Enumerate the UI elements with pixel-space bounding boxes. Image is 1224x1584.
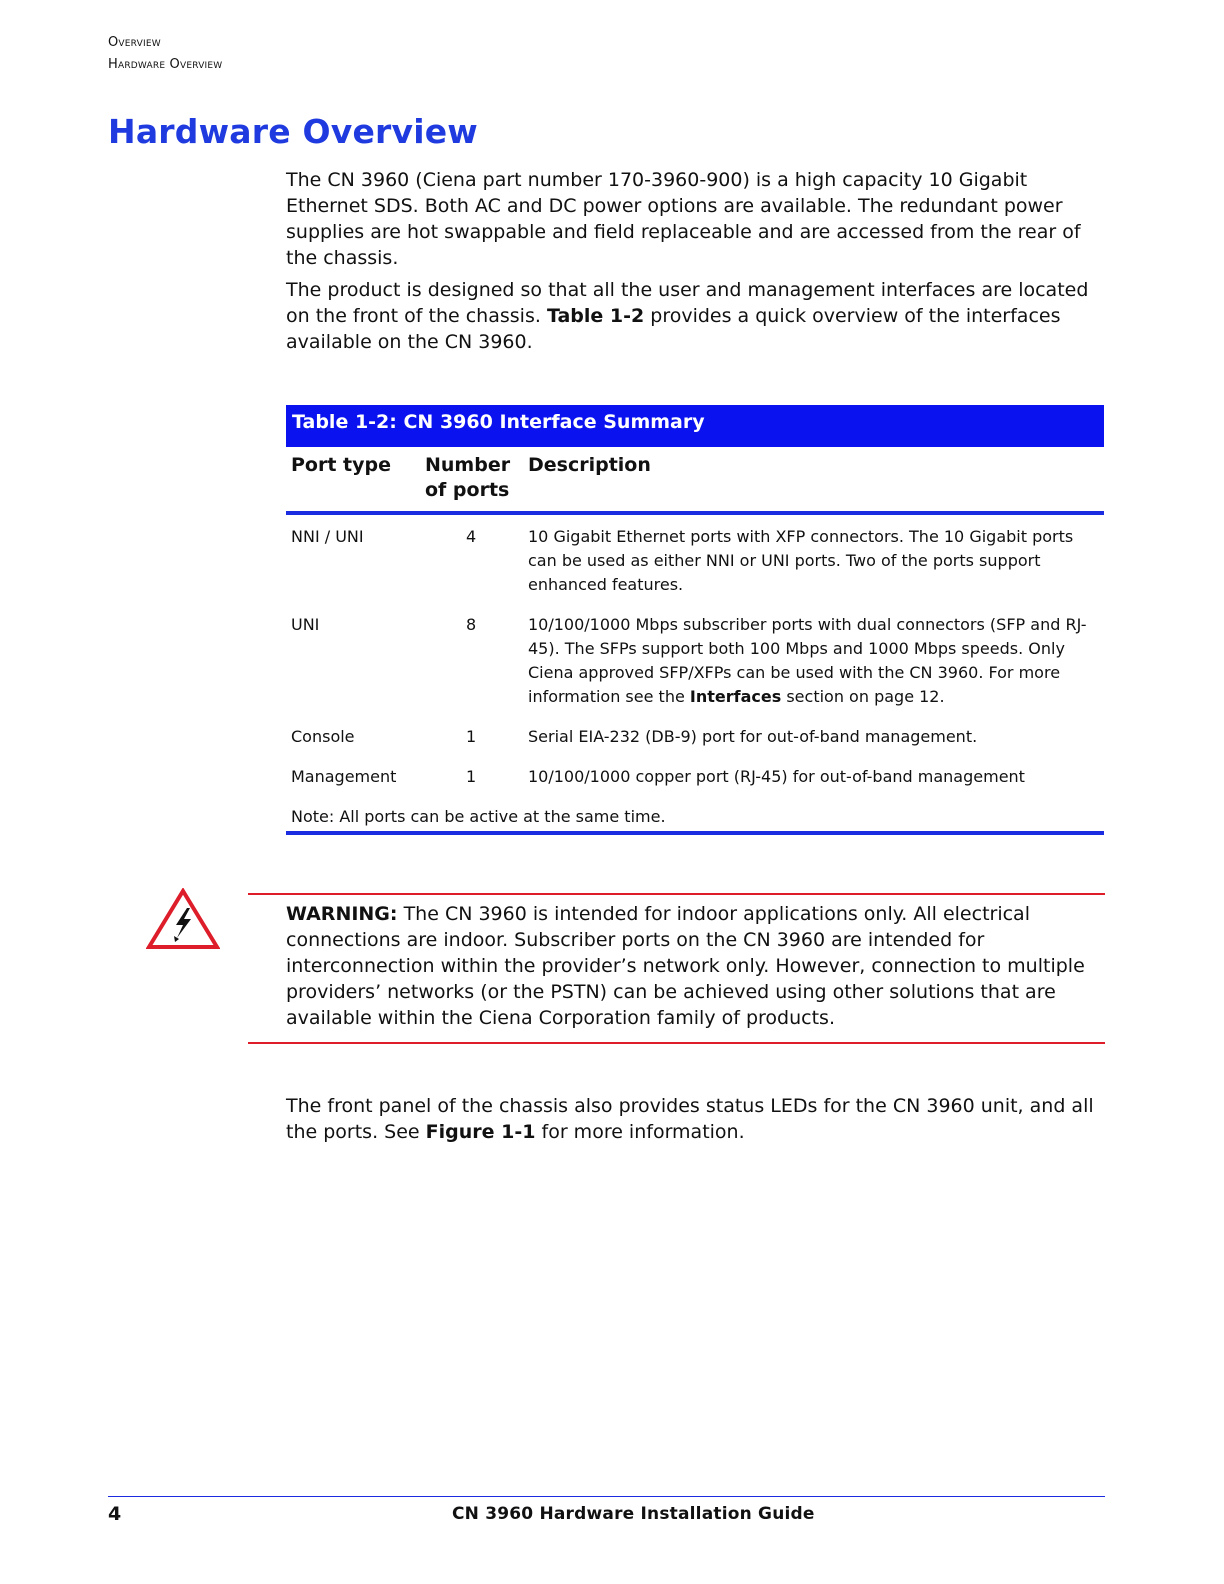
cell-number: 1 [466,727,477,746]
header-number-line1: Number [425,454,511,476]
table-row [286,765,1104,805]
interfaces-section-link[interactable]: Interfaces [689,687,782,706]
table-note: Note: All ports can be active at the same time. [291,807,666,826]
cell-port-type: UNI [291,615,320,634]
cell-description: 10/100/1000 copper port (RJ-45) for out-of-band management [528,767,1025,786]
warning-bottom-rule [248,1042,1105,1044]
cell-port-type: Management [291,767,397,786]
cell-number: 4 [466,527,477,546]
header-number-line2: of ports [425,479,510,501]
cell-number: 1 [466,767,477,786]
warning-text: The CN 3960 is intended for indoor applications only. All electrical connections are indoor. Subscriber ports on the CN 3960 are intended for interconnection within the provider’s network only. However, connection to multiple providers’ networks (or the PSTN) can be achieved using other solutions that are available within the Ciena Corporation family of products. [286,903,1085,1029]
cell-description-text-end: section on page 12. [786,687,945,706]
front-panel-text: The front panel of the chassis also provides status LEDs for the CN 3960 unit, and all the ports. See [286,1095,1094,1143]
header-description: Description [528,454,651,476]
cell-description: 10 Gigabit Ethernet ports with XFP connectors. The 10 Gigabit ports can be used as either NNI or UNI ports. Two of the ports support enhanced features. [528,527,1074,594]
cell-number: 8 [466,615,477,634]
page-number: 4 [108,1503,122,1525]
warning-message [286,901,1106,1031]
table-reference-link[interactable]: Table 1-2 [546,305,645,327]
header-number-of-ports [425,453,510,503]
table-bottom-rule [286,831,1104,835]
front-panel-paragraph [286,1093,1110,1145]
table-row [286,525,1104,613]
front-panel-text-end: for more information. [541,1121,745,1143]
cell-port-type: NNI / UNI [291,527,364,546]
footer-rule [108,1496,1105,1497]
footer-guide-title: CN 3960 Hardware Installation Guide [452,1504,815,1524]
interfaces-paragraph [286,277,1110,355]
warning-top-rule [248,893,1105,895]
header-subsection: Hardware Overview [108,57,223,72]
interfaces-paragraph-text: The product is designed so that all the user and management interfaces are located on the front of the chassis. [286,279,1089,327]
electrical-hazard-icon [146,888,220,954]
figure-reference-link[interactable]: Figure 1-1 [425,1121,536,1143]
page-title: Hardware Overview [108,112,478,151]
table-caption: Table 1-2: CN 3960 Interface Summary [286,405,1104,447]
warning-label: WARNING: [286,903,398,925]
cell-description [528,613,1104,709]
table-header-row [286,447,1104,515]
interface-summary-table [286,405,1104,835]
cell-port-type: Console [291,727,355,746]
header-section: Overview [108,35,161,50]
running-header [108,32,222,76]
cell-description: Serial EIA-232 (DB-9) port for out-of-band management. [528,727,978,746]
table-row [286,725,1104,765]
intro-paragraph: The CN 3960 (Ciena part number 170-3960-900) is a high capacity 10 Gigabit Ethernet SDS. Both AC and DC power options are available. The redundant power supplies are hot swappable and field replaceable and are accessed from the rear of the chassis. [286,169,1081,269]
table-row [286,613,1104,725]
header-port-type: Port type [291,454,392,476]
cell-description-text: 10/100/1000 Mbps subscriber ports with dual connectors (SFP and RJ-45). The SFPs support both 100 Mbps and 1000 Mbps speeds. Only Ciena approved SFP/XFPs can be used with the CN 3960. For more information see the [528,615,1087,706]
interfaces-paragraph-text-end: provides a quick overview of the interfaces available on the CN 3960. [286,305,1061,353]
